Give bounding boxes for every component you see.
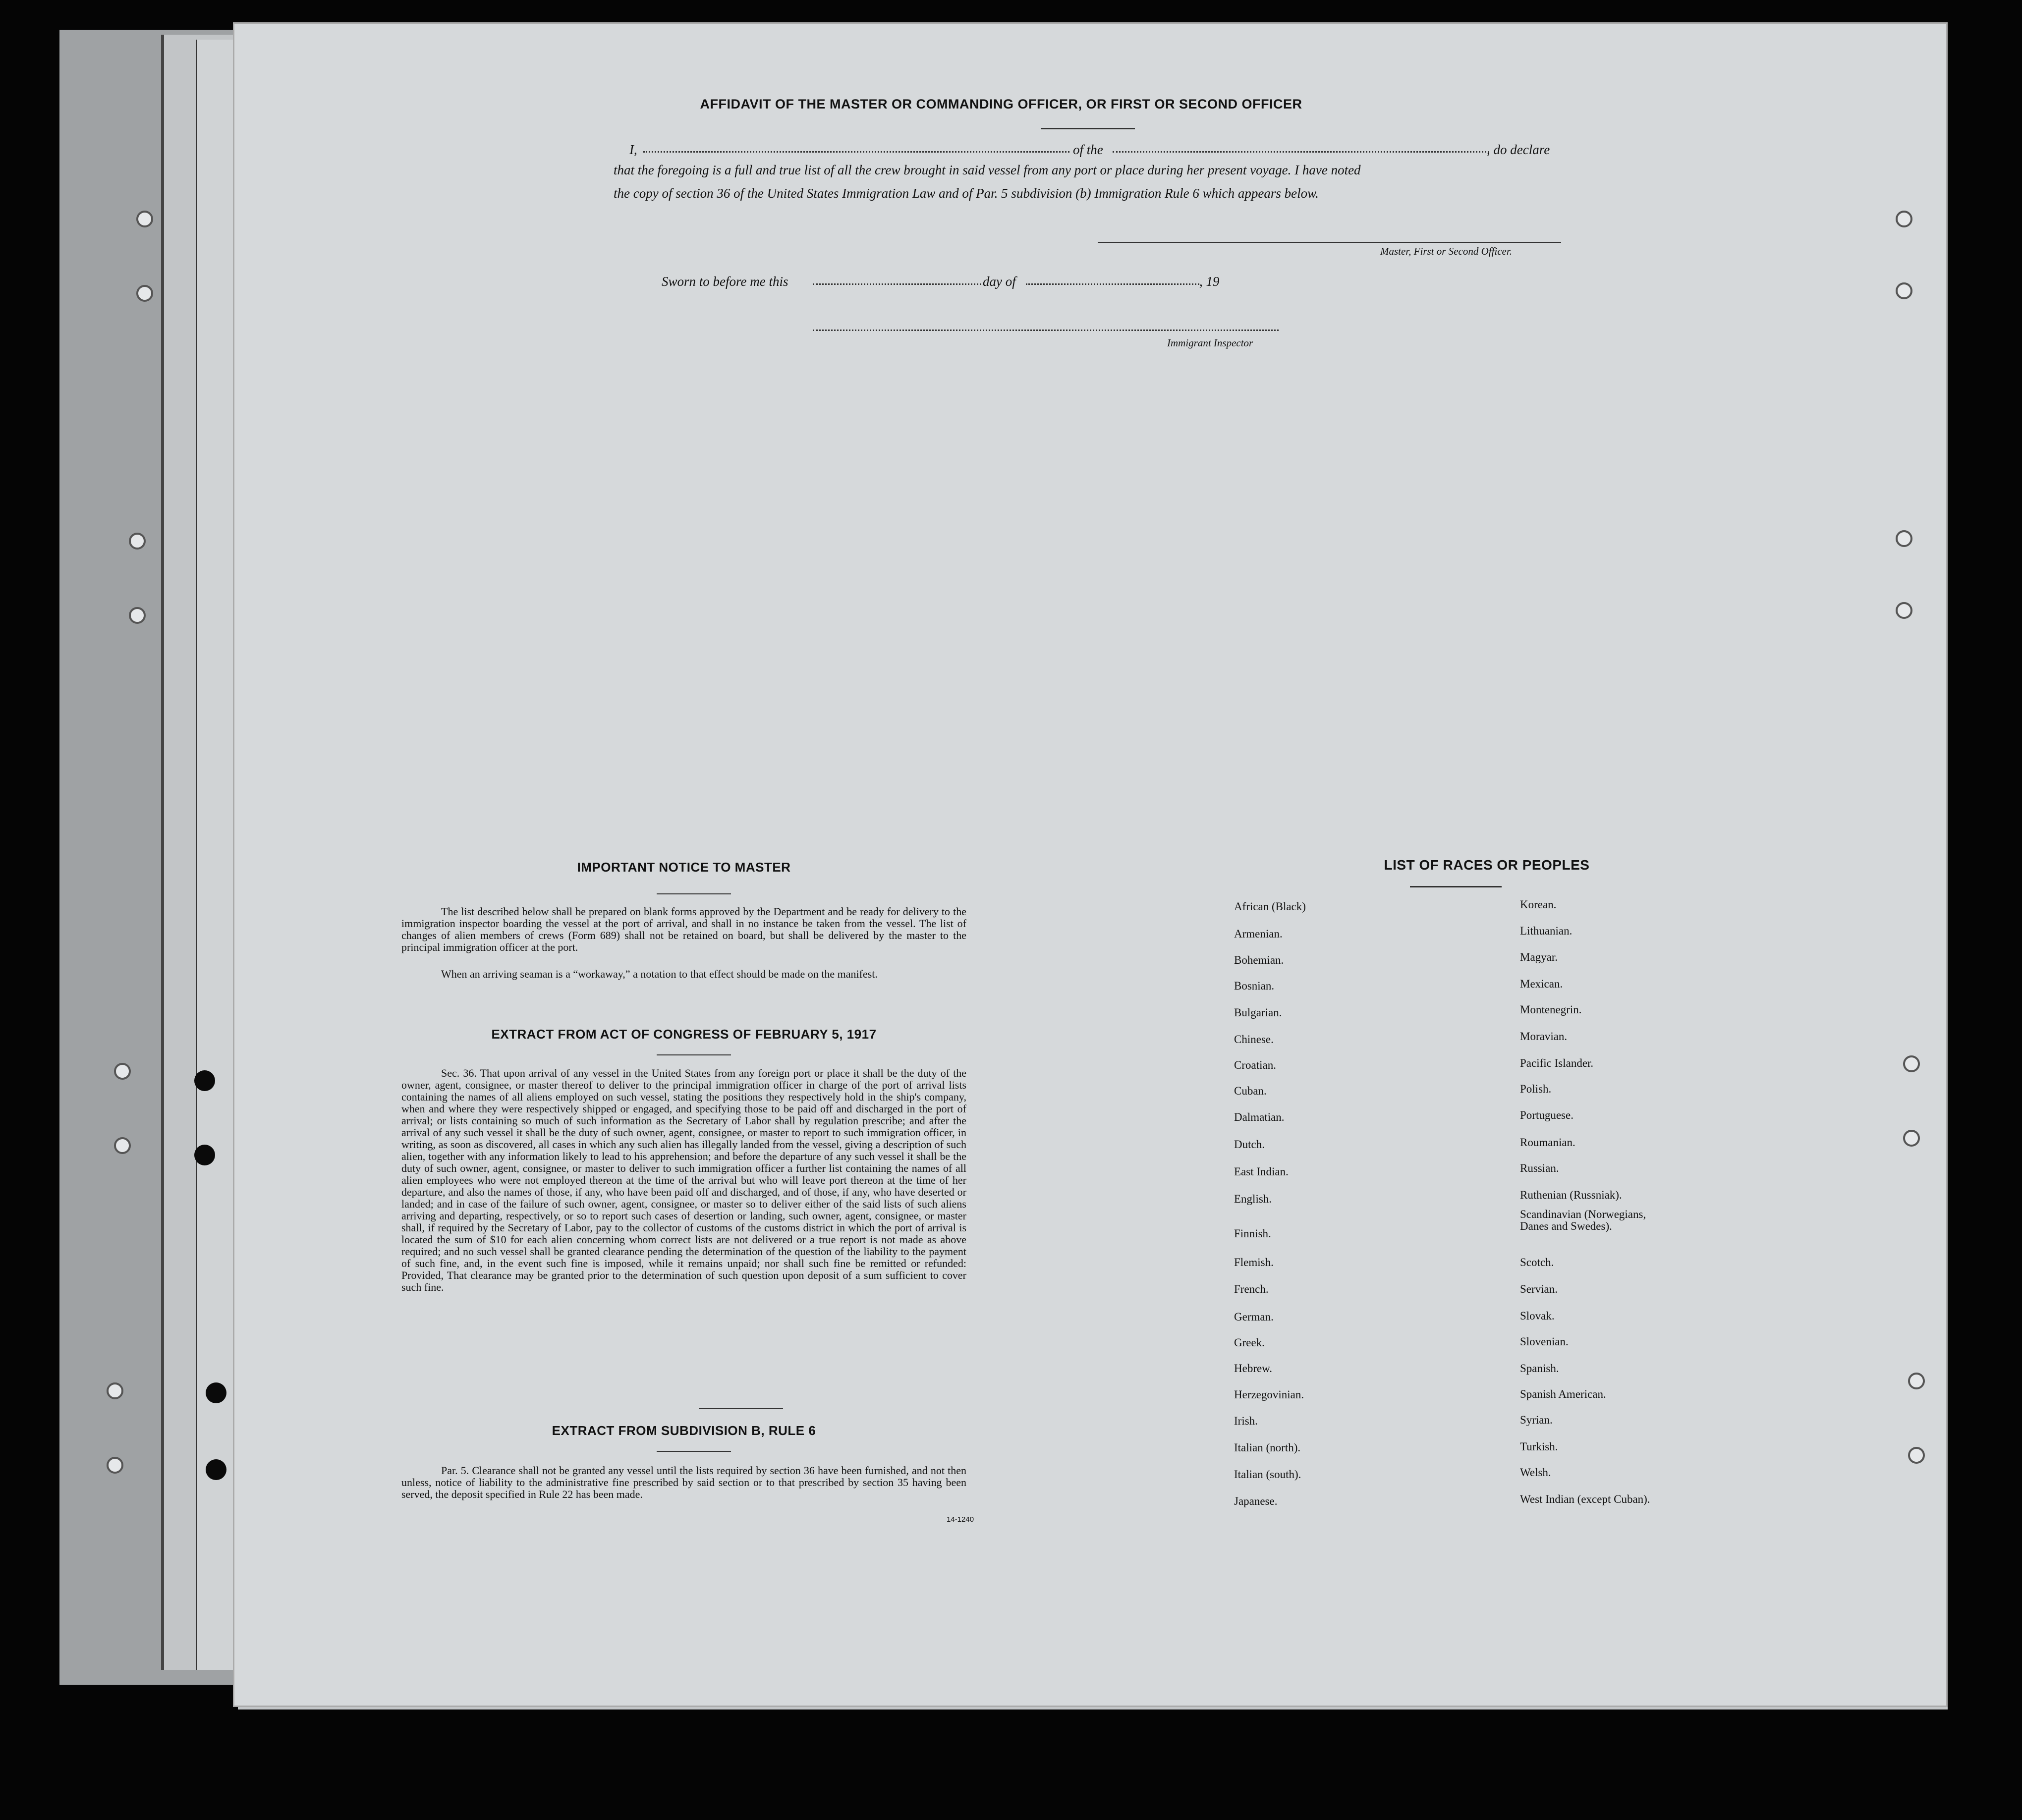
- punch-hole: [129, 607, 146, 624]
- punch-hole: [1908, 1447, 1925, 1464]
- race-item: Bohemian.: [1234, 954, 1284, 966]
- affidavit-title: AFFIDAVIT OF THE MASTER OR COMMANDING OFFICER, OR FIRST OR SECOND OFFICER: [700, 97, 1302, 111]
- race-item: Welsh.: [1520, 1466, 1551, 1479]
- title-rule: [1041, 128, 1135, 129]
- affidavit-i: I,: [629, 142, 637, 157]
- race-item: Italian (north).: [1234, 1441, 1301, 1454]
- race-item: Italian (south).: [1234, 1468, 1301, 1481]
- punch-hole: [1908, 1373, 1925, 1389]
- race-item: Croatian.: [1234, 1059, 1276, 1071]
- race-item: Spanish.: [1520, 1362, 1559, 1375]
- race-item: Ruthenian (Russniak).: [1520, 1189, 1622, 1201]
- affidavit-of-the: of the: [1073, 142, 1103, 157]
- race-item: Hebrew.: [1234, 1362, 1273, 1375]
- signature-line: [1098, 242, 1561, 243]
- races-title: LIST OF RACES OR PEOPLES: [1384, 857, 1590, 873]
- extract-act-title: EXTRACT FROM ACT OF CONGRESS OF FEBRUARY 5, 1917: [491, 1027, 877, 1042]
- punch-hole: [107, 1457, 123, 1474]
- notice-rule: [657, 893, 731, 894]
- punch-hole: [114, 1063, 131, 1080]
- race-item: Dalmatian.: [1234, 1111, 1285, 1123]
- race-item: Syrian.: [1520, 1414, 1553, 1426]
- sworn-day-blank: [813, 283, 981, 285]
- affidavit-line-2: that the foregoing is a full and true list of all the crew brought in said vessel from any port or place during her present voyage. I have noted: [614, 163, 1361, 177]
- race-item: Magyar.: [1520, 951, 1558, 963]
- punch-hole: [129, 533, 146, 550]
- inspector-caption: Immigrant Inspector: [1167, 337, 1253, 349]
- extract-rule-body: Par. 5. Clearance shall not be granted any vessel until the lists required by section 36 have been furnished, and not then unless, notice of liability to the administrative fine prescribed by said section or to that prescribed by section 35 having been served, the deposit specified in Rule 22 has been made.: [401, 1464, 966, 1500]
- punch-hole-dark: [194, 1145, 215, 1165]
- race-item: Greek.: [1234, 1336, 1265, 1349]
- extract-rule-rule: [657, 1451, 731, 1452]
- race-item: Russian.: [1520, 1162, 1559, 1174]
- sworn-day-of: day of: [983, 274, 1016, 289]
- vessel-blank: [1113, 151, 1489, 153]
- extract-rule-title: EXTRACT FROM SUBDIVISION B, RULE 6: [552, 1423, 816, 1438]
- race-item: Chinese.: [1234, 1033, 1274, 1046]
- punch-hole: [136, 211, 153, 227]
- punch-hole: [1896, 211, 1912, 227]
- race-item: Korean.: [1520, 898, 1557, 911]
- race-item: Roumanian.: [1520, 1136, 1575, 1149]
- punch-hole: [1896, 282, 1912, 299]
- race-item: Slovak.: [1520, 1310, 1555, 1322]
- race-item: African (Black): [1234, 900, 1306, 913]
- affidavit-declare: , do declare: [1487, 142, 1550, 157]
- notice-paragraph-1: The list described below shall be prepared on blank forms approved by the Department and be ready for delivery to the immigration inspector boarding the vessel at the port of arrival, and shall in no instance be taken from the vessel. The list of changes of alien members of crews (Form 689) shall not be retained on board, but shall be delivered by the master to the principal immigration officer at the port.: [401, 905, 966, 953]
- race-item: Bulgarian.: [1234, 1006, 1282, 1019]
- sworn-year: , 19: [1199, 274, 1220, 289]
- race-item: Portuguese.: [1520, 1109, 1573, 1121]
- race-item: Dutch.: [1234, 1138, 1265, 1151]
- inspector-signature-line: [813, 330, 1279, 331]
- race-item: French.: [1234, 1283, 1269, 1295]
- race-item: Scandinavian (Norwegians, Danes and Swedes).: [1520, 1208, 1646, 1232]
- race-item: Mexican.: [1520, 978, 1563, 990]
- punch-hole-dark: [206, 1382, 226, 1403]
- race-item: Irish.: [1234, 1415, 1258, 1427]
- name-blank: [643, 151, 1069, 153]
- punch-hole: [1903, 1130, 1920, 1147]
- signature-caption: Master, First or Second Officer.: [1380, 245, 1512, 257]
- race-item: Moravian.: [1520, 1030, 1568, 1043]
- sworn-month-blank: [1026, 283, 1199, 285]
- race-item: Servian.: [1520, 1283, 1558, 1295]
- race-item: West Indian (except Cuban).: [1520, 1493, 1650, 1505]
- race-item: Slovenian.: [1520, 1335, 1569, 1348]
- race-item: Finnish.: [1234, 1227, 1271, 1240]
- race-item: East Indian.: [1234, 1165, 1289, 1178]
- race-item: Lithuanian.: [1520, 925, 1573, 937]
- back-sheet-edge-3: [196, 40, 237, 1670]
- punch-hole-dark: [206, 1459, 226, 1480]
- race-item: Scotch.: [1520, 1256, 1554, 1268]
- rule-separator: [699, 1408, 783, 1409]
- form-number: 14-1240: [947, 1515, 974, 1524]
- race-item: Turkish.: [1520, 1440, 1558, 1453]
- sworn-prefix: Sworn to before me this: [662, 274, 788, 289]
- race-item: Bosnian.: [1234, 980, 1275, 992]
- extract-act-rule: [657, 1054, 731, 1055]
- race-item: Pacific Islander.: [1520, 1057, 1594, 1069]
- affidavit-line-3: the copy of section 36 of the United States Immigration Law and of Par. 5 subdivision (b) Immigration Rule 6 which appears below.: [614, 186, 1319, 201]
- race-item: English.: [1234, 1193, 1272, 1205]
- race-item: Flemish.: [1234, 1256, 1274, 1268]
- notice-paragraph-2: When an arriving seaman is a “workaway,” a notation to that effect should be made on the manifest.: [441, 968, 878, 980]
- punch-hole: [107, 1382, 123, 1399]
- race-item: Armenian.: [1234, 928, 1283, 940]
- punch-hole: [114, 1137, 131, 1154]
- race-item: German.: [1234, 1311, 1274, 1323]
- races-rule: [1410, 886, 1502, 887]
- race-item: Cuban.: [1234, 1085, 1267, 1097]
- race-item: Herzegovinian.: [1234, 1388, 1304, 1401]
- punch-hole: [1903, 1055, 1920, 1072]
- punch-hole: [1896, 530, 1912, 547]
- punch-hole: [1896, 602, 1912, 619]
- race-item: Polish.: [1520, 1083, 1552, 1095]
- notice-title: IMPORTANT NOTICE TO MASTER: [577, 860, 791, 875]
- extract-act-body: Sec. 36. That upon arrival of any vessel in the United States from any foreign port or place it shall be the duty of the owner, agent, consignee, or master thereof to deliver to the principal immigration officer in charge of the port of arrival lists containing the names of all aliens employed on such vessel, stating the positions they respectively hold in the ship's company, when and where they were respectively shipped or engaged, and specifying those to be paid off and discharged in the port of arrival; or lists containing so much of such information as the Secretary of Labor shall by regulation prescribe; and after the arrival of any such vessel it shall be the duty of such owner, agent, consignee, or master to report to such immigration officer, in writing, as soon as discovered, all cases in which any such alien has illegally landed from the vessel, giving a description of such alien, together with any information likely to lead to his apprehension; and before the departure of any such vessel it shall be the duty of such owner, agent, consignee, or master to deliver to such immigration officer a further list containing the names of all alien employees who were not employed thereon at the time of the arrival but who will leave port thereon at the time of her departure, and also the names of those, if any, who have been paid off and discharged, and of those, if any, who have deserted or landed; and in case of the failure of such owner, agent, consignee, or master so to deliver either of the said lists of such aliens arriving and departing, respectively, or so to report such cases of desertion or landing, such owner, agent, consignee, or master shall, if required by the Secretary of Labor, pay to the collector of customs of the customs district in which the port of arrival is located the sum of $10 for each alien concerning whom correct lists are not delivered or a true report is not made as above required; and no such vessel shall be granted clearance pending the determination of the question of the liability to the payment of such fine, and, in the event such fine is imposed, while it remains unpaid; nor shall such fine be remitted or refunded: Provided, That clearance may be granted prior to the determination of such question upon deposit of a sum sufficient to cover such fine.: [401, 1067, 966, 1293]
- race-item: Spanish American.: [1520, 1388, 1606, 1400]
- race-item: Montenegrin.: [1520, 1003, 1582, 1016]
- punch-hole-dark: [194, 1070, 215, 1091]
- punch-hole: [136, 285, 153, 302]
- race-item: Japanese.: [1234, 1495, 1278, 1507]
